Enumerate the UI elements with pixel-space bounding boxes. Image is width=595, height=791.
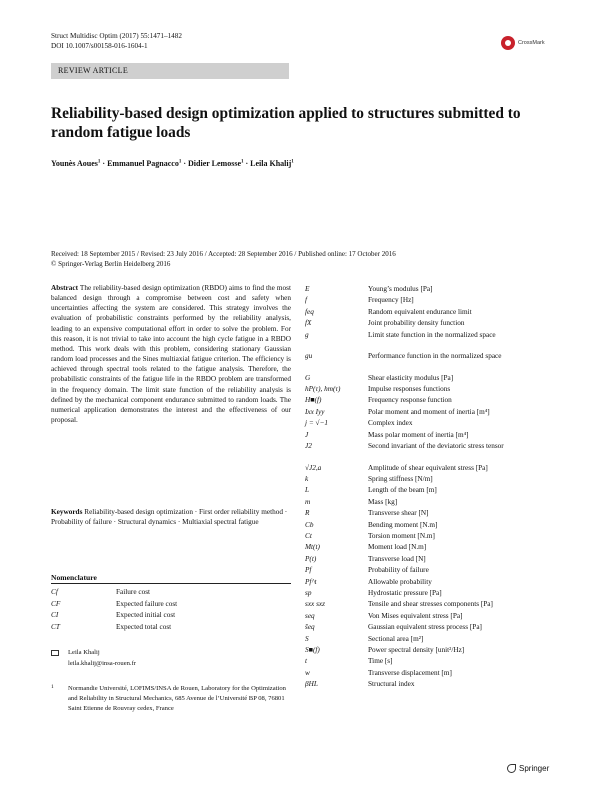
crossmark-label: CrossMark bbox=[518, 40, 545, 46]
affiliation-text: Normandie Université, LOFIMS/INSA de Rouen, Laboratory for the Optimization and Reliability in Structural Mechanics, 685 Avenue de l’Université BP 08, 76801 Saint Etienne de Rouvray cedex, France bbox=[68, 685, 286, 713]
keywords-label: Keywords bbox=[51, 508, 83, 516]
nomenclature-definition: Bending moment [N.m] bbox=[368, 520, 438, 529]
nomenclature-symbol: w bbox=[305, 668, 310, 677]
nomenclature-symbol: fX bbox=[305, 319, 312, 328]
keywords bbox=[51, 507, 291, 527]
nomenclature-symbol: f bbox=[305, 296, 308, 305]
nomenclature-symbol: feq bbox=[305, 307, 314, 316]
abstract-text: The reliability-based design optimization (RBDO) aims to find the most balanced design through a compromise between cost and safety when uncertainties affecting the system are considered. This strategy involves the evaluation of probabilistic constraints performed by the reliability analysis, leading to an expensive computational effort in order to solve the problem. For this reason, it is not trivial to take into account the high cycle fatigue in a RBDO method. This work deals with this problem, considering stationary Gaussian random load processes and the Sines multiaxial fatigue criterion. The efficiency is achieved through spectral tools related to the fatigue analysis. Therefore, the probabilistic constraints of the fatigue life in the RBDO problem are transformed in the frequency domain. The limit state function of the reliability analysis is defined by the mechanical component endurance submitted to random loads. The numerical application demonstrates the interest and the effectiveness of our proposal. bbox=[51, 284, 291, 425]
nomenclature-symbol: gu bbox=[305, 352, 313, 361]
author-list bbox=[51, 159, 294, 168]
crossmark-badge[interactable] bbox=[501, 35, 547, 51]
nomenclature-symbol: t bbox=[305, 657, 308, 666]
author-name[interactable]: Emmanuel Pagnacco bbox=[107, 159, 179, 168]
nomenclature-symbol: βHL bbox=[305, 680, 318, 689]
author-name[interactable]: Didier Lemosse bbox=[188, 159, 241, 168]
nomenclature-symbol: Ixx Iyy bbox=[305, 407, 325, 416]
nomenclature-symbol: Cf bbox=[51, 588, 58, 596]
author-separator: · bbox=[243, 159, 251, 168]
nomenclature-symbol: Pf^t bbox=[305, 577, 317, 586]
springer-horse-icon bbox=[507, 764, 516, 773]
nomenclature-definition: Random equivalent endurance limit bbox=[368, 307, 472, 316]
correspondence-email[interactable]: leila.khalij@insa-rouen.fr bbox=[68, 659, 136, 667]
nomenclature-definition: Structural index bbox=[368, 680, 415, 689]
section-label: REVIEW ARTICLE bbox=[58, 66, 129, 75]
keywords-text: Reliability-based design optimization · First order reliability method · Probability of failure · Structural dynamics · Multiaxial spectral fatigue bbox=[51, 508, 288, 527]
nomenclature-definition: Mass polar moment of inertia [m⁴] bbox=[368, 430, 469, 439]
nomenclature-definition: Failure cost bbox=[116, 588, 151, 596]
nomenclature-symbol: Cb bbox=[305, 520, 314, 529]
author-affiliation-marker: 1 bbox=[241, 159, 244, 165]
author-affiliation-marker: 1 bbox=[291, 159, 294, 165]
author-name[interactable]: Leila Khalij bbox=[250, 159, 292, 168]
journal-citation bbox=[51, 32, 182, 51]
nomenclature-divider bbox=[51, 583, 291, 584]
nomenclature-definition: Transverse shear [N] bbox=[368, 509, 429, 518]
nomenclature-definition: Frequency [Hz] bbox=[368, 296, 414, 305]
nomenclature-definition: Probability of failure bbox=[368, 566, 429, 575]
nomenclature-row bbox=[51, 600, 291, 611]
nomenclature-symbol: s̃eq bbox=[305, 623, 315, 632]
nomenclature-definition: Joint probability density function bbox=[368, 319, 465, 328]
crossmark-icon bbox=[501, 36, 515, 50]
nomenclature-definition: Von Mises equivalent stress [Pa] bbox=[368, 611, 463, 620]
correspondence-name: Leila Khalij bbox=[68, 649, 100, 656]
nomenclature-symbol: CF bbox=[51, 599, 61, 608]
nomenclature-symbol: J bbox=[305, 430, 309, 439]
nomenclature-definition: Spring stiffness [N/m] bbox=[368, 474, 433, 483]
nomenclature-definition: Limit state function in the normalized space bbox=[368, 330, 496, 339]
nomenclature-definition: Moment load [N.m] bbox=[368, 543, 427, 552]
nomenclature-definition: Hydrostatic pressure [Pa] bbox=[368, 588, 442, 597]
nomenclature-symbol: S■(f) bbox=[305, 645, 320, 654]
nomenclature-definition: Allowable probability bbox=[368, 577, 432, 586]
nomenclature-definition: Time [s] bbox=[368, 657, 393, 666]
author-separator: · bbox=[100, 159, 108, 168]
nomenclature-symbol: L bbox=[305, 486, 310, 495]
nomenclature-row bbox=[51, 623, 291, 634]
nomenclature-definition: Performance function in the normalized space bbox=[368, 352, 502, 361]
nomenclature-symbol: k bbox=[305, 474, 309, 483]
nomenclature-definition: Sectional area [m²] bbox=[368, 634, 424, 643]
nomenclature-definition: Expected failure cost bbox=[116, 599, 178, 608]
nomenclature-symbol: hP(τ), hm(τ) bbox=[305, 385, 341, 393]
nomenclature-symbol: Pf bbox=[305, 566, 312, 575]
nomenclature-symbol: √J2,a bbox=[305, 463, 322, 472]
nomenclature-definition: Torsion moment [N.m] bbox=[368, 531, 435, 540]
journal-line: Struct Multidisc Optim (2017) 55:1471–1482 bbox=[51, 32, 182, 40]
nomenclature-definition: Transverse load [N] bbox=[368, 554, 426, 563]
springer-logo bbox=[507, 764, 549, 773]
nomenclature-definition: Length of the beam [m] bbox=[368, 486, 437, 495]
nomenclature-definition: Expected initial cost bbox=[116, 611, 176, 619]
nomenclature-symbol: sp bbox=[305, 588, 312, 597]
nomenclature-symbol: sxx sxz bbox=[305, 600, 325, 609]
nomenclature-symbol: R bbox=[305, 509, 310, 518]
nomenclature-symbol: CT bbox=[51, 622, 60, 631]
article-dates bbox=[51, 250, 396, 269]
nomenclature-row bbox=[51, 611, 291, 622]
nomenclature-definition: Second invariant of the deviatoric stress tensor bbox=[368, 442, 504, 450]
nomenclature-symbol: m bbox=[305, 497, 311, 506]
nomenclature-definition: Impulse responses functions bbox=[368, 385, 451, 393]
envelope-icon bbox=[51, 650, 59, 656]
nomenclature-symbol: E bbox=[305, 285, 310, 293]
doi-line[interactable]: DOI 10.1007/s00158-016-1604-1 bbox=[51, 41, 148, 50]
nomenclature-definition: Frequency response function bbox=[368, 396, 452, 405]
author-separator: · bbox=[181, 159, 189, 168]
affiliation-marker: 1 bbox=[51, 684, 54, 690]
nomenclature-definition: Tensile and shear stresses components [Pa] bbox=[368, 600, 493, 609]
correspondence bbox=[68, 648, 136, 669]
nomenclature-symbol: S bbox=[305, 634, 309, 643]
article-title: Reliability-based design optimization applied to structures submitted to random fatigue loads bbox=[51, 105, 521, 141]
nomenclature-definition: Complex index bbox=[368, 419, 413, 428]
nomenclature-row bbox=[51, 588, 291, 599]
nomenclature-symbol: g bbox=[305, 330, 309, 339]
copyright: © Springer-Verlag Berlin Heidelberg 2016 bbox=[51, 259, 171, 268]
nomenclature-symbol: Mt(t) bbox=[305, 543, 320, 552]
publisher-name: Springer bbox=[519, 764, 550, 773]
nomenclature-definition: Power spectral density [unit²/Hz] bbox=[368, 645, 465, 654]
author-affiliation-marker: 1 bbox=[178, 159, 182, 165]
history-dates: Received: 18 September 2015 / Revised: 23 July 2016 / Accepted: 28 September 2016 / Published online: 17 October 2016 bbox=[51, 250, 396, 258]
nomenclature-definition: Expected total cost bbox=[116, 622, 172, 631]
nomenclature-symbol: j = √−1 bbox=[305, 419, 329, 428]
nomenclature-definition: Transverse displacement [m] bbox=[368, 668, 452, 677]
nomenclature-symbol: seq bbox=[305, 611, 315, 620]
abstract bbox=[51, 283, 291, 425]
nomenclature-symbol: G bbox=[305, 373, 311, 382]
nomenclature-definition: Gaussian equivalent stress process [Pa] bbox=[368, 623, 482, 632]
nomenclature-definition: Shear elasticity modulus [Pa] bbox=[368, 373, 454, 382]
nomenclature-definition: Young’s modulus [Pa] bbox=[368, 285, 433, 293]
author-affiliation-marker: 1 bbox=[97, 159, 101, 165]
nomenclature-definition: Polar moment and moment of inertia [m⁴] bbox=[368, 407, 490, 416]
nomenclature-heading: Nomenclature bbox=[51, 573, 97, 582]
author-name[interactable]: Younès Aoues bbox=[51, 159, 98, 168]
nomenclature-symbol: P(t) bbox=[305, 554, 317, 563]
nomenclature-symbol: H■(f) bbox=[305, 396, 322, 405]
nomenclature-symbol: J2 bbox=[305, 442, 312, 450]
nomenclature-symbol: Ct bbox=[305, 531, 312, 540]
abstract-label: Abstract bbox=[51, 284, 78, 292]
nomenclature-symbol: CI bbox=[51, 611, 59, 619]
nomenclature-definition: Amplitude of shear equivalent stress [Pa] bbox=[368, 463, 488, 472]
nomenclature-definition: Mass [kg] bbox=[368, 497, 398, 506]
